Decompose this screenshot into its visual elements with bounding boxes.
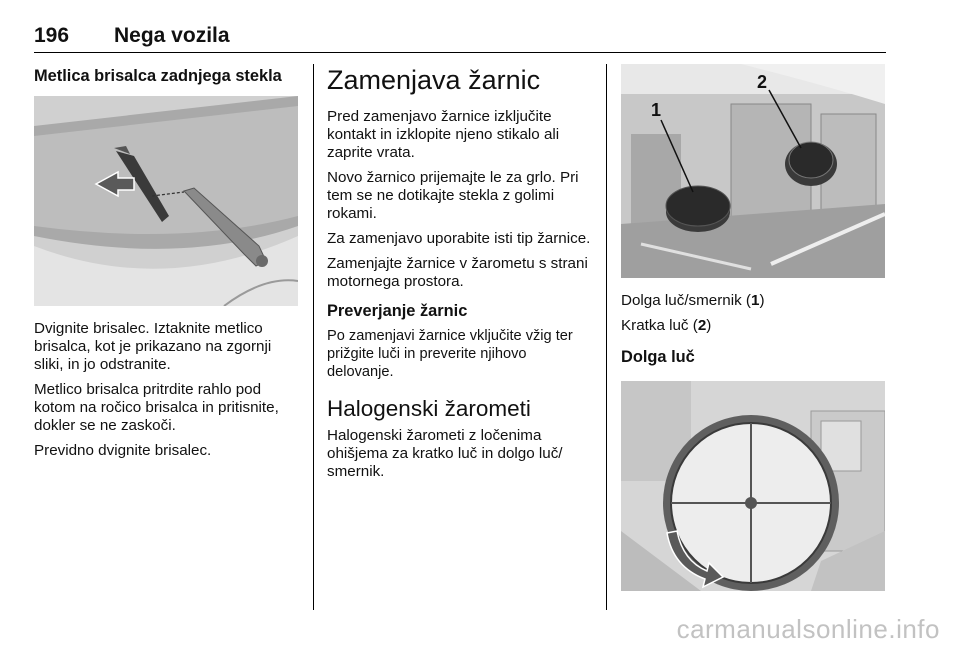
bulb-paragraph-1: Pred zamenjavo žarnice izključite kontakt in izklopite njeno stikalo ali zaprite vrata. bbox=[327, 108, 560, 161]
wiper-heading: Metlica brisalca zadnjega stekla bbox=[34, 67, 282, 85]
left-column bbox=[34, 66, 300, 467]
page-header bbox=[34, 22, 886, 53]
caption-high-beam: Dolga luč/smernik (1) bbox=[621, 292, 765, 309]
column-divider-left bbox=[313, 64, 314, 610]
wiper-paragraph-1: Dvignite brisalec. Iztaknite metlico brisalca, kot je prikazano na zgornji sliki, in jo odstranite. bbox=[34, 320, 272, 373]
wiper-paragraph-3: Previdno dvignite brisalec. bbox=[34, 442, 212, 459]
page-number: 196 bbox=[34, 24, 70, 47]
running-title: Nega vozila bbox=[114, 24, 230, 47]
caption-low-beam: Kratka luč (2) bbox=[621, 317, 712, 334]
bulb-paragraph-4: Zamenjajte žarnice v žarometu s strani motornega prostora. bbox=[327, 255, 588, 290]
headlamp-illustration bbox=[621, 64, 885, 278]
headlamp-figure bbox=[621, 64, 885, 278]
bulb-paragraph-2: Novo žarnico prijemajte le za grlo. Pri tem se ne dotikajte stekla z golimi rokami. bbox=[327, 169, 579, 222]
halogen-paragraph: Halogenski žarometi z ločenima ohišjema za kratko luč in dolgo luč/ smernik. bbox=[327, 427, 563, 480]
wiper-paragraph-2: Metlico brisalca pritrdite rahlo pod kotom na ročico brisalca in pritisnite, dokler se ne zaskoči. bbox=[34, 381, 279, 434]
bulb-paragraph-3: Za zamenjavo uporabite isti tip žarnice. bbox=[327, 230, 591, 247]
wiper-illustration bbox=[34, 96, 298, 306]
high-beam-figure bbox=[621, 381, 885, 591]
bulb-replacement-title: Zamenjava žarnic bbox=[327, 65, 541, 95]
high-beam-illustration bbox=[621, 381, 885, 591]
watermark: carmanualsonline.info bbox=[676, 614, 940, 644]
figure-label-2: 2 bbox=[757, 72, 768, 92]
bulb-check-heading: Preverjanje žarnic bbox=[327, 302, 468, 320]
wiper-figure bbox=[34, 96, 298, 306]
high-beam-heading: Dolga luč bbox=[621, 348, 695, 366]
column-divider-right bbox=[606, 64, 607, 610]
bulb-check-paragraph: Po zamenjavi žarnice vključite vžig ter prižgite luči in preverite njihovo delovanje. bbox=[327, 328, 573, 380]
figure-label-1: 1 bbox=[651, 100, 662, 120]
middle-column bbox=[327, 64, 595, 488]
halogen-title: Halogenski žarometi bbox=[327, 396, 531, 421]
right-column bbox=[621, 64, 885, 591]
